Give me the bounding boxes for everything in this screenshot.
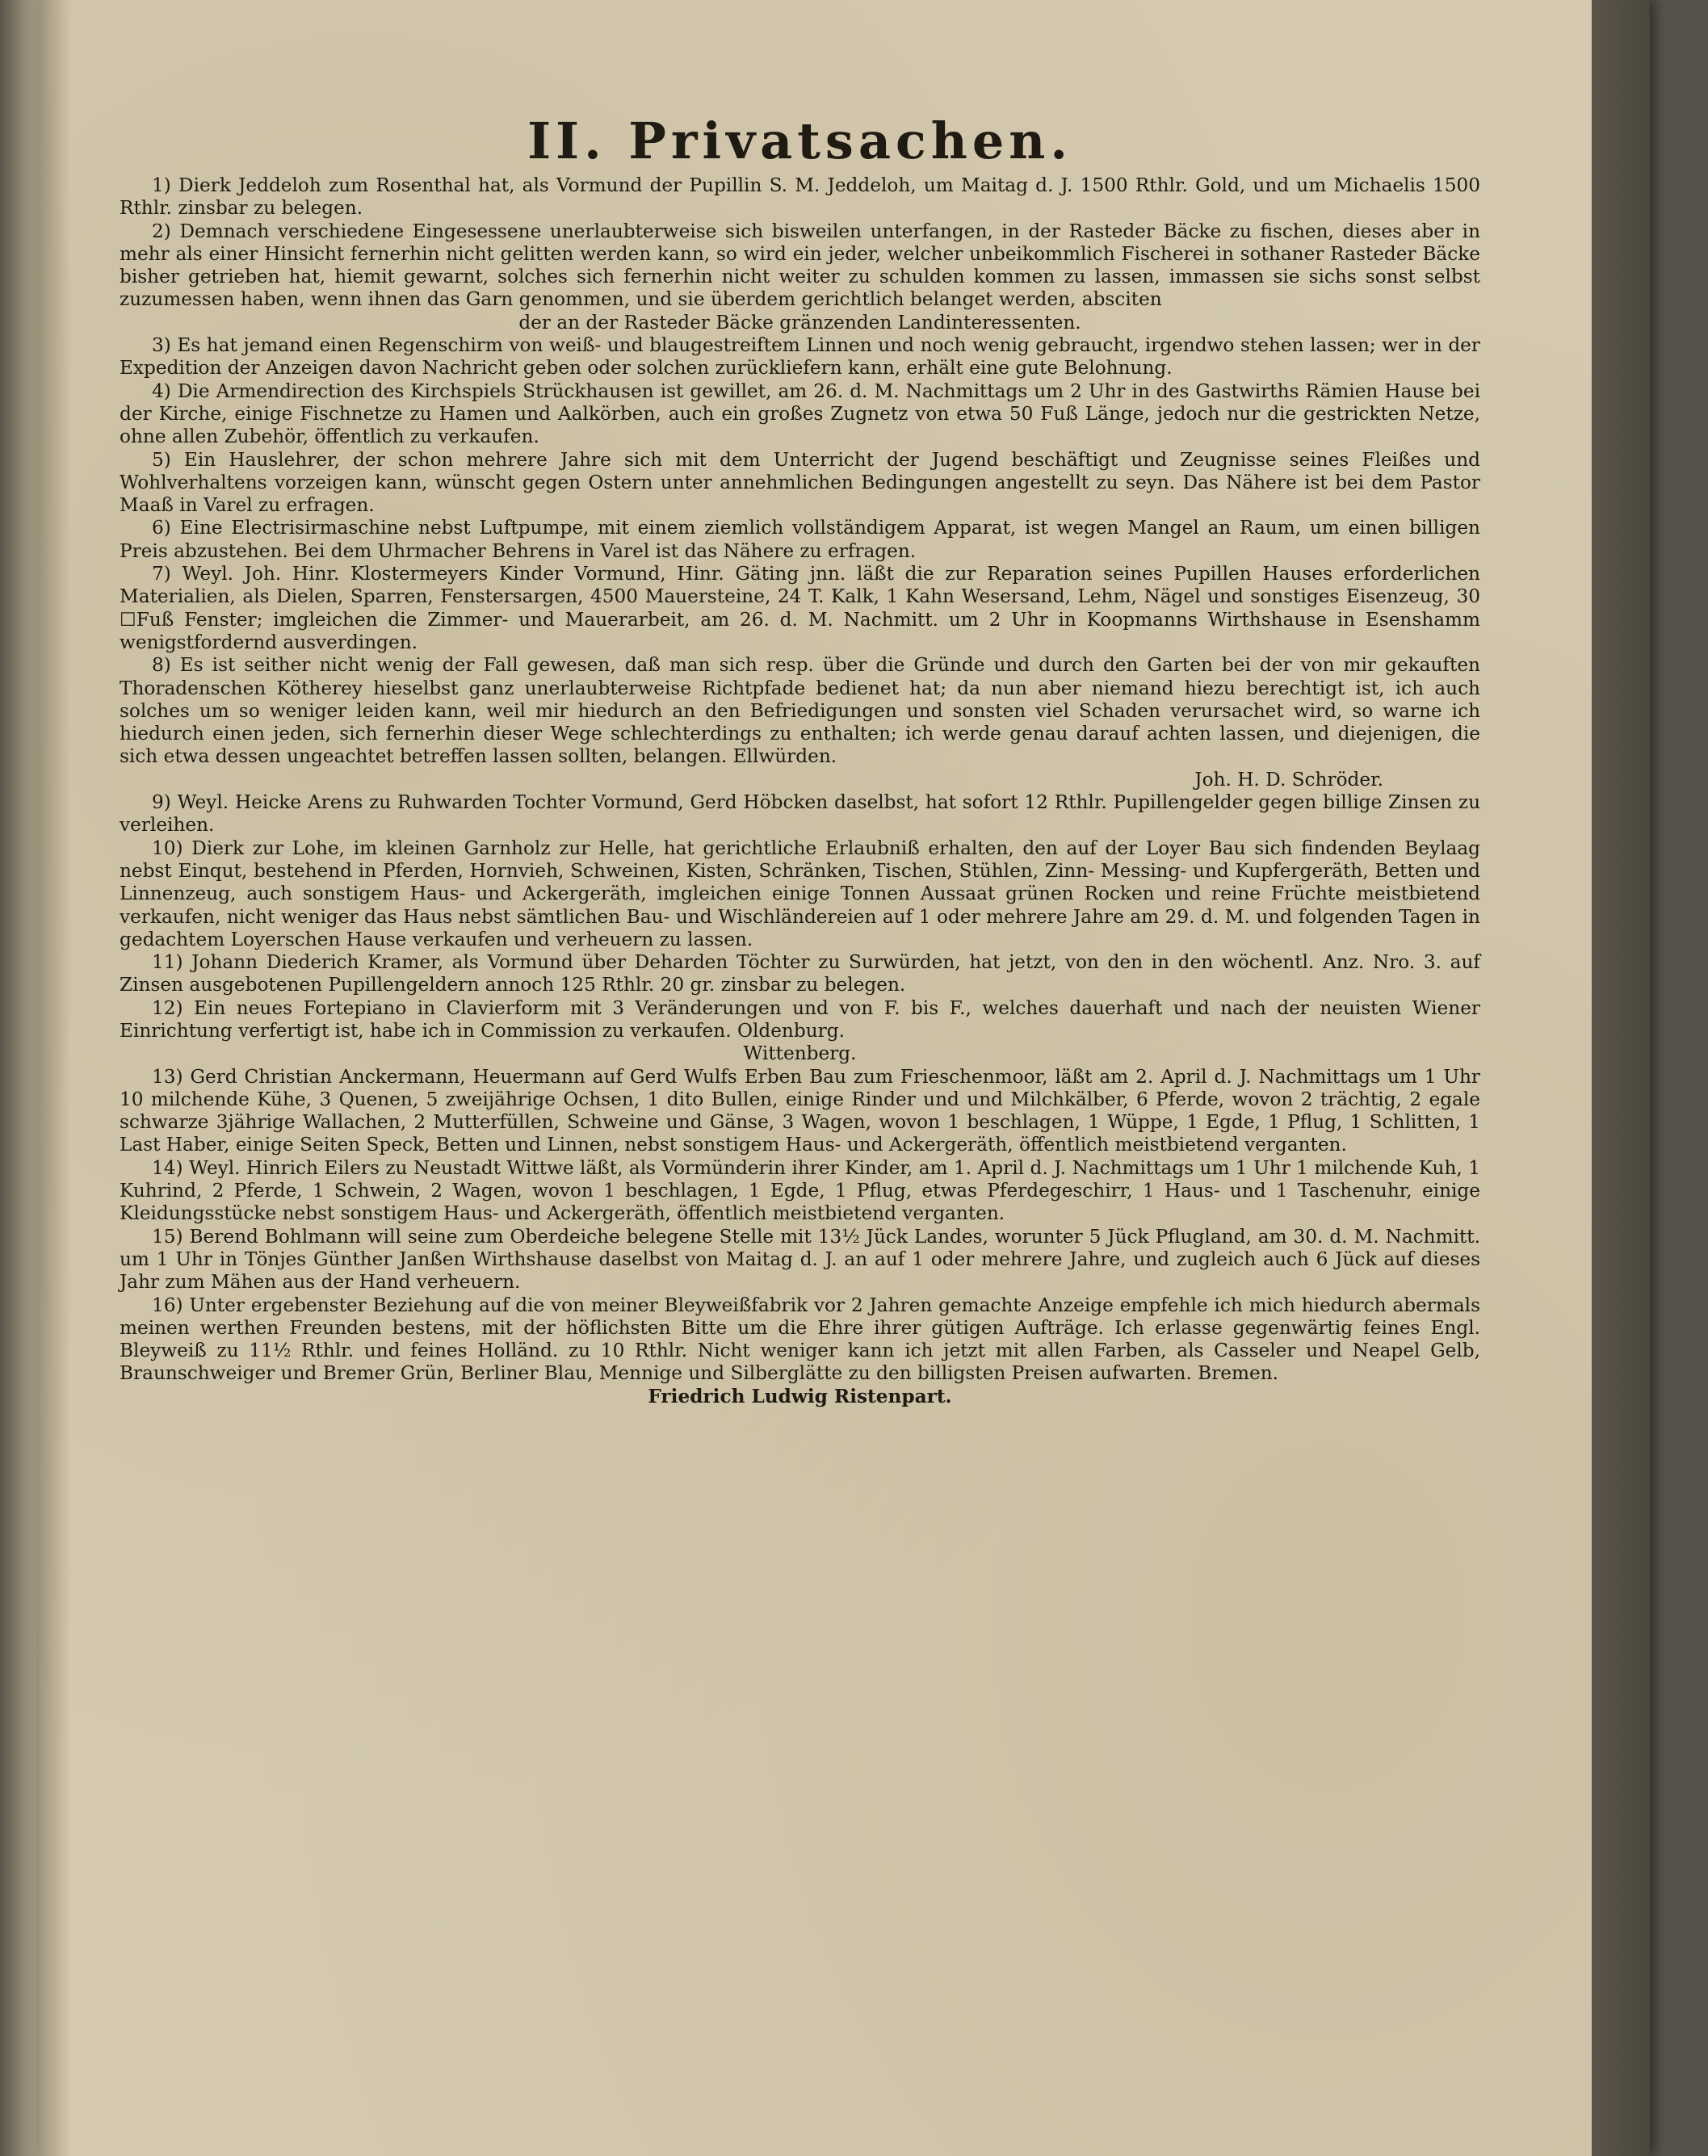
notice-4: 4) Die Armendirection des Kirchspiels Strückhausen ist gewillet, am 26. d. M. Nachmittags um 2 Uhr in des Gastwirths Rämien Hause bei der Kirche, einige Fischnetze zu Hamen und Aalkörben, auch ein großes Zugnetz von etwa 50 Fuß Länge, jedoch nur die gestrickten Netze, ohne allen Zubehör, öffentlich zu verkaufen.: [120, 380, 1480, 448]
right-page-edge: [1592, 0, 1650, 2156]
notice-16: 16) Unter ergebenster Beziehung auf die von meiner Bleyweißfabrik vor 2 Jahren gemachte Anzeige empfehle ich mich hiedurch abermals meinen werthen Freunden bestens, mit der höflichsten Bitte um die Ehre ihrer gütigen Aufträge. Ich erlasse gegenwärtig feines Engl. Bleyweiß zu 11½ Rthlr. und feines Holländ. zu 10 Rthlr. Nicht weniger kann ich jetzt mit allen Farben, als Casseler und Neapel Gelb, Braunschweiger und Bremer Grün, Berliner Blau, Mennige und Silberglätte zu den billigsten Preisen aufwarten. Bremen.: [120, 1294, 1480, 1385]
notice-12-signature: Wittenberg.: [743, 1042, 857, 1065]
newspaper-page: [39, 0, 1650, 2156]
notice-10: 10) Dierk zur Lohe, im kleinen Garnholz zur Helle, hat gerichtliche Erlaubniß erhalten, den auf der Loyer Bau sich findenden Beylaag nebst Einqut, bestehend in Pferden, Hornvieh, Schweinen, Kisten, Schränken, Tischen, Stühlen, Zinn- Messing- und Kupfergeräth, Betten und Linnenzeug, auch sonstigem Haus- und Ackergeräth, imgleichen einige Tonnen Aussaat grünen Rocken und reine Früchte meistbietend verkaufen, nicht weniger das Haus nebst sämtlichen Bau- und Wischländereien auf 1 oder mehrere Jahre am 29. d. M. und folgenden Tagen in gedachtem Loyerschen Hause verkaufen und verheuern zu lassen.: [120, 837, 1480, 950]
notice-15: 15) Berend Bohlmann will seine zum Oberdeiche belegene Stelle mit 13½ Jück Landes, worunter 5 Jück Pflugland, am 30. d. M. Nachmitt. um 1 Uhr in Tönjes Günther Janßen Wirthshause daselbst von Maitag d. J. an auf 1 oder mehrere Jahre, und zugleich auch 6 Jück auf dieses Jahr zum Mähen aus der Hand verheuern.: [120, 1225, 1480, 1294]
notice-9: 9) Weyl. Heicke Arens zu Ruhwarden Tochter Vormund, Gerd Höbcken daselbst, hat sofort 12 Rthlr. Pupillengelder gegen billige Zinsen zu verleihen.: [120, 791, 1480, 837]
notice-16-signature: Friedrich Ludwig Ristenpart.: [648, 1385, 952, 1407]
notice-6: 6) Eine Electrisirmaschine nebst Luftpumpe, mit einem ziemlich vollständigem Apparat, ist wegen Mangel an Raum, um einen billigen Preis abzustehen. Bei dem Uhrmacher Behrens in Varel ist das Nähere zu erfragen.: [120, 517, 1480, 562]
notice-2-signature: der an der Rasteder Bäcke gränzenden Landinteressenten.: [518, 311, 1081, 333]
notice-13: 13) Gerd Christian Anckermann, Heuermann auf Gerd Wulfs Erben Bau zum Frieschenmoor, läßt am 2. April d. J. Nachmittags um 1 Uhr 10 milchende Kühe, 3 Quenen, 5 zweijährige Ochsen, 1 dito Bullen, einige Rinder und und Milchkälber, 6 Pferde, wovon 2 trächtig, 2 egale schwarze 3jährige Wallachen, 2 Mutterfüllen, Schweine und Gänse, 3 Wagen, wovon 1 beschlagen, 1 Wüppe, 1 Egde, 1 Pflug, 1 Schlitten, 1 Last Haber, einige Seiten Speck, Betten und Linnen, nebst sonstigem Haus- und Ackergeräth, öffentlich meistbietend verganten.: [120, 1065, 1480, 1156]
section-heading: II. Privatsachen.: [527, 111, 1072, 170]
notice-14: 14) Weyl. Hinrich Eilers zu Neustadt Wittwe läßt, als Vormünderin ihrer Kinder, am 1. April d. J. Nachmittags um 1 Uhr 1 milchende Kuh, 1 Kuhrind, 2 Pferde, 1 Schwein, 2 Wagen, wovon 1 beschlagen, 1 Egde, 1 Pflug, etwas Pferdegeschirr, 1 Haus- und 1 Taschenuhr, einige Kleidungsstücke nebst sonstigem Haus- und Ackergeräth, öffentlich meistbietend verganten.: [120, 1156, 1480, 1225]
notice-12: 12) Ein neues Fortepiano in Clavierform mit 3 Veränderungen und von F. bis F., welches dauerhaft und nach der neuisten Wiener Einrichtung verfertigt ist, habe ich in Commission zu verkaufen. Oldenburg.: [120, 996, 1480, 1042]
notice-1: 1) Dierk Jeddeloh zum Rosenthal hat, als Vormund der Pupillin S. M. Jeddeloh, um Maitag d. J. 1500 Rthlr. Gold, und um Michaelis 1500 Rthlr. zinsbar zu belegen.: [120, 174, 1480, 220]
notice-5: 5) Ein Hauslehrer, der schon mehrere Jahre sich mit dem Unterricht der Jugend beschäftigt und Zeugnisse seines Fleißes und Wohlverhaltens vorzeigen kann, wünscht gegen Ostern unter annehmlichen Bedingungen angestellt zu seyn. Das Nähere ist bei dem Pastor Maaß in Varel zu erfragen.: [120, 448, 1480, 517]
notice-7: 7) Weyl. Joh. Hinr. Klostermeyers Kinder Vormund, Hinr. Gäting jnn. läßt die zur Reparation seines Pupillen Hauses erforderlichen Materialien, als Dielen, Sparren, Fenstersargen, 4500 Mauersteine, 24 T. Kalk, 1 Kahn Wesersand, Lehm, Nägel und sonstiges Eisenzeug, 30 ☐Fuß Fenster; imgleichen die Zimmer- und Mauerarbeit, am 26. d. M. Nachmitt. um 2 Uhr in Koopmanns Wirthshause in Esenshamm wenigstfordernd ausverdingen.: [120, 563, 1480, 653]
notice-11: 11) Johann Diederich Kramer, als Vormund über Deharden Töchter zu Surwürden, hat jetzt, von den in den wöchentl. Anz. Nro. 3. auf Zinsen ausgebotenen Pupillengeldern annoch 125 Rthlr. 20 gr. zinsbar zu belegen.: [120, 951, 1480, 996]
notice-8-signature: Joh. H. D. Schröder.: [1194, 768, 1383, 791]
page-content: [120, 113, 1480, 1408]
notice-8: 8) Es ist seither nicht wenig der Fall gewesen, daß man sich resp. über die Gründe und durch den Garten bei der von mir gekauften Thoradenschen Kötherey hieselbst ganz unerlaubterweise Richtpfade bedienet hat; da nun aber niemand hiezu berechtigt ist, ich auch solches um so weniger leiden kann, weil mir hiedurch an den Befriedigungen und sonsten viel Schaden verursachet wird, so warne ich hiedurch einen jeden, sich fernerhin dieser Wege schlechterdings zu enthalten; ich werde genau darauf achten lassen, und diejenigen, die sich etwa dessen ungeachtet betreffen lassen sollten, belangen. Ellwürden.: [120, 654, 1480, 768]
notice-2: 2) Demnach verschiedene Eingesessene unerlaubterweise sich bisweilen unterfangen, in der Rasteder Bäcke zu fischen, dieses aber in mehr als einer Hinsicht fernerhin nicht gelitten werden kann, so wird ein jeder, welcher unbeikommlich Fischerei in sothaner Rasteder Bäcke bisher getrieben hat, hiemit gewarnt, solches sich fernerhin nicht weiter zu schulden kommen zu lassen, immassen sie sichs sonst selbst zuzumessen haben, wenn ihnen das Garn genommen, und sie überdem gerichtlich belanget werden, absciten: [120, 220, 1480, 311]
notice-3: 3) Es hat jemand einen Regenschirm von weiß- und blaugestreiftem Linnen und noch wenig gebraucht, irgendwo stehen lassen; wer in der Expedition der Anzeigen davon Nachricht geben oder solchen zurückliefern kann, erhält eine gute Belohnung.: [120, 334, 1480, 380]
